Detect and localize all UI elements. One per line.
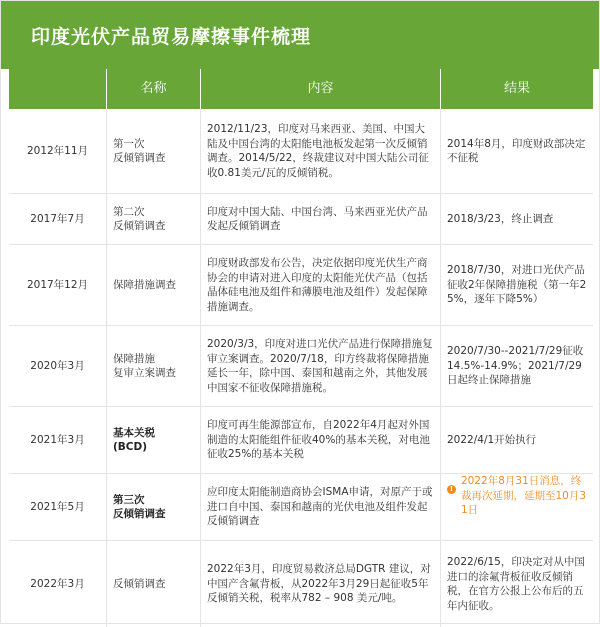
row-date: 2017年12月 <box>9 245 107 325</box>
row-date: 2021年5月 <box>9 474 107 540</box>
table-row <box>9 541 593 627</box>
row-content: 应印度太阳能制造商协会ISMA申请，对原产于或进口自中国、泰国和越南的光伏电池及组件发起反倾销调查 <box>201 474 441 540</box>
row-content: 2022年3月，印度贸易救济总局DGTR 建议，对中国产含氟背板，从2022年3月29日起征收5年反倾销关税，税率从782 – 908 美元/吨。 <box>201 541 441 627</box>
row-result: 2022/6/15，印决定对从中国进口的涂氟背板征收反倾销税，在官方公报上公布后的五年内征收。 <box>447 556 585 612</box>
row-date: 2022年3月 <box>9 541 107 627</box>
title-bar <box>1 1 599 69</box>
row-name: 保障措施调查 <box>107 245 201 325</box>
table-row <box>9 245 593 326</box>
row-result: 2014年8月，印度财政部决定不征税 <box>447 137 586 164</box>
table-row <box>9 474 593 541</box>
table-row <box>9 194 593 245</box>
row-name: 第一次 反倾销调查 <box>107 109 201 193</box>
table-row <box>9 109 593 194</box>
row-name: 基本关税 (BCD) <box>107 407 201 473</box>
row-name: 第三次 反倾销调查 <box>107 474 201 540</box>
row-result: 2018/3/23，终止调查 <box>447 212 554 225</box>
page-title: 印度光伏产品贸易摩擦事件梳理 <box>31 25 312 48</box>
row-result: 2018/7/30，对进口光伏产品征收2年保障措施税（第一年25%，逐年下降5%） <box>447 264 587 306</box>
header-date <box>9 69 107 109</box>
header-content: 内容 <box>201 69 441 109</box>
row-result-text: 2022年8月31日消息，终裁再次延期，延期至10月31日 <box>461 475 587 516</box>
events-table <box>9 69 593 627</box>
warning-icon: ! <box>447 485 456 494</box>
row-date: 2020年3月 <box>9 326 107 406</box>
row-content: 印度财政部发布公告，决定依据印度光伏生产商协会的申请对进入印度的太阳能光伏产品（包括晶体硅电池及组件和薄膜电池及组件）发起保障措施调查。 <box>201 245 441 325</box>
row-name: 反倾销调查 <box>107 541 201 627</box>
table-header <box>9 69 593 109</box>
row-name: 第二次 反倾销调查 <box>107 194 201 244</box>
row-date: 2021年3月 <box>9 407 107 473</box>
row-result <box>441 474 593 540</box>
row-result: 2020/7/30--2021/7/29征收14.5%-14.9%；2021/7/29日起终止保障措施 <box>447 345 584 387</box>
header-result: 结果 <box>441 69 593 109</box>
table-row <box>9 326 593 407</box>
row-name: 保障措施 复审立案调查 <box>107 326 201 406</box>
row-result: 2022/4/1开始执行 <box>447 433 537 446</box>
row-content: 2012/11/23，印度对马来西亚、美国、中国大陆及中国台湾的太阳能电池板发起第一次反倾销调查。2014/5/22，终裁建议对中国大陆公司征收0.81美元/瓦的反倾销税。 <box>201 109 441 193</box>
row-content: 印度可再生能源部宣布，自2022年4月起对外国制造的太阳能组件征收40%的基本关税，对电池征收25%的基本关税 <box>201 407 441 473</box>
row-date: 2017年7月 <box>9 194 107 244</box>
row-date: 2012年11月 <box>9 109 107 193</box>
table-row <box>9 407 593 474</box>
row-content: 2020/3/3，印度对进口光伏产品进行保障措施复审立案调查。2020/7/18，印方终裁将保障措施延长一年，除中国、泰国和越南之外，其他发展中国家不征收保障措施税。 <box>201 326 441 406</box>
row-content: 印度对中国大陆、中国台湾、马来西亚光伏产品发起反倾销调查 <box>201 194 441 244</box>
header-name: 名称 <box>107 69 201 109</box>
